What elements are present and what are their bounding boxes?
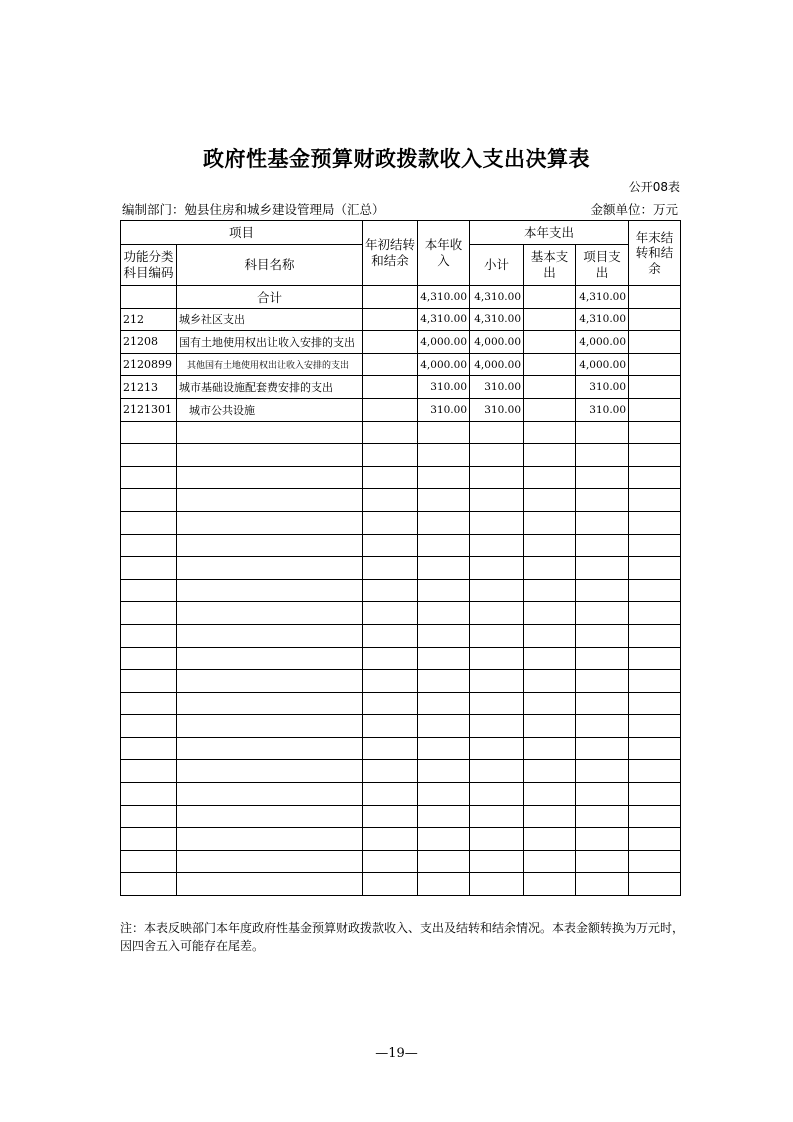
cell-name (177, 466, 363, 489)
cell-code (121, 444, 177, 467)
cell-income: 4,000.00 (418, 331, 470, 354)
cell-income (418, 783, 470, 806)
cell-subtotal (470, 828, 524, 851)
cell-income (418, 557, 470, 580)
cell-basic (524, 850, 576, 873)
cell-basic (524, 444, 576, 467)
cell-begin (363, 828, 418, 851)
cell-income (418, 737, 470, 760)
table-row (121, 579, 681, 602)
cell-name (177, 624, 363, 647)
cell-basic (524, 376, 576, 399)
cell-basic (524, 534, 576, 557)
page-title: 政府性基金预算财政拨款收入支出决算表 (203, 147, 590, 171)
cell-project: 4,310.00 (576, 286, 629, 309)
cell-project: 4,000.00 (576, 331, 629, 354)
cell-income (418, 579, 470, 602)
cell-end (629, 489, 681, 512)
cell-begin (363, 692, 418, 715)
cell-begin (363, 647, 418, 670)
cell-end (629, 692, 681, 715)
table-row (121, 737, 681, 760)
cell-begin (363, 286, 418, 309)
cell-begin (363, 737, 418, 760)
cell-name (177, 783, 363, 806)
table-row (121, 828, 681, 851)
cell-subtotal (470, 602, 524, 625)
cell-income: 4,000.00 (418, 353, 470, 376)
cell-name: 城乡社区支出 (177, 308, 363, 331)
table-row (121, 602, 681, 625)
cell-code (121, 466, 177, 489)
cell-code: 21213 (121, 376, 177, 399)
cell-project (576, 670, 629, 693)
cell-begin (363, 421, 418, 444)
cell-code (121, 421, 177, 444)
table-code: 公开08表 (628, 180, 680, 194)
cell-end (629, 308, 681, 331)
cell-basic (524, 466, 576, 489)
cell-begin (363, 398, 418, 421)
table-row (121, 850, 681, 873)
table-row (121, 670, 681, 693)
cell-name (177, 692, 363, 715)
cell-basic (524, 647, 576, 670)
cell-subtotal (470, 783, 524, 806)
cell-basic (524, 331, 576, 354)
cell-subtotal (470, 511, 524, 534)
cell-end (629, 737, 681, 760)
cell-project (576, 715, 629, 738)
cell-project (576, 828, 629, 851)
cell-income (418, 670, 470, 693)
cell-name (177, 760, 363, 783)
unit-label: 金额单位：万元 (590, 202, 678, 217)
cell-name (177, 647, 363, 670)
cell-basic (524, 737, 576, 760)
cell-subtotal (470, 579, 524, 602)
cell-code (121, 579, 177, 602)
table-row (121, 353, 681, 376)
cell-basic (524, 873, 576, 896)
cell-project (576, 850, 629, 873)
cell-code (121, 873, 177, 896)
cell-end (629, 331, 681, 354)
cell-name (177, 579, 363, 602)
cell-income (418, 647, 470, 670)
cell-code (121, 624, 177, 647)
cell-subtotal: 4,000.00 (470, 331, 524, 354)
cell-project (576, 421, 629, 444)
cell-basic (524, 511, 576, 534)
cell-income: 4,310.00 (418, 308, 470, 331)
header-project: 项目 (121, 221, 363, 245)
cell-name (177, 850, 363, 873)
table-row (121, 421, 681, 444)
cell-code: 21208 (121, 331, 177, 354)
cell-income (418, 760, 470, 783)
cell-code (121, 692, 177, 715)
cell-basic (524, 579, 576, 602)
table-row (121, 692, 681, 715)
cell-income (418, 873, 470, 896)
cell-end (629, 624, 681, 647)
header-func-code: 功能分类科目编码 (121, 245, 177, 286)
cell-project (576, 534, 629, 557)
cell-name (177, 828, 363, 851)
cell-name (177, 805, 363, 828)
table-row (121, 286, 681, 309)
cell-project: 4,310.00 (576, 308, 629, 331)
cell-begin (363, 850, 418, 873)
cell-basic (524, 353, 576, 376)
table-row (121, 760, 681, 783)
table-row (121, 444, 681, 467)
cell-name (177, 534, 363, 557)
table-row (121, 624, 681, 647)
cell-end (629, 805, 681, 828)
cell-subtotal (470, 715, 524, 738)
cell-name (177, 602, 363, 625)
cell-code (121, 670, 177, 693)
cell-name (177, 873, 363, 896)
cell-project (576, 783, 629, 806)
table-row (121, 783, 681, 806)
cell-basic (524, 602, 576, 625)
cell-code (121, 557, 177, 580)
table-row (121, 331, 681, 354)
table-row (121, 873, 681, 896)
cell-begin (363, 557, 418, 580)
cell-code (121, 828, 177, 851)
table-row (121, 805, 681, 828)
cell-project: 4,000.00 (576, 353, 629, 376)
header-subtotal: 小计 (470, 245, 524, 286)
cell-subtotal (470, 805, 524, 828)
cell-basic (524, 286, 576, 309)
cell-begin (363, 783, 418, 806)
cell-code (121, 783, 177, 806)
cell-code (121, 805, 177, 828)
cell-begin (363, 715, 418, 738)
cell-end (629, 557, 681, 580)
table-row (121, 398, 681, 421)
cell-begin (363, 466, 418, 489)
cell-project: 310.00 (576, 376, 629, 399)
cell-subtotal: 4,000.00 (470, 353, 524, 376)
cell-income: 310.00 (418, 376, 470, 399)
cell-basic (524, 624, 576, 647)
cell-subtotal (470, 873, 524, 896)
table-row (121, 534, 681, 557)
table-row (121, 376, 681, 399)
cell-project (576, 466, 629, 489)
cell-subtotal (470, 466, 524, 489)
cell-project (576, 873, 629, 896)
cell-income: 310.00 (418, 398, 470, 421)
cell-basic (524, 398, 576, 421)
cell-income (418, 421, 470, 444)
header-basic: 基本支出 (524, 245, 576, 286)
cell-begin (363, 670, 418, 693)
cell-begin (363, 534, 418, 557)
cell-name (177, 715, 363, 738)
cell-code (121, 602, 177, 625)
cell-end (629, 534, 681, 557)
cell-basic (524, 489, 576, 512)
cell-subtotal (470, 647, 524, 670)
cell-end (629, 670, 681, 693)
cell-subtotal (470, 760, 524, 783)
cell-end (629, 398, 681, 421)
table-row (121, 647, 681, 670)
cell-income (418, 602, 470, 625)
cell-code (121, 737, 177, 760)
cell-end (629, 873, 681, 896)
cell-end (629, 376, 681, 399)
cell-project (576, 647, 629, 670)
cell-project (576, 737, 629, 760)
cell-code (121, 286, 177, 309)
cell-begin (363, 376, 418, 399)
cell-begin (363, 331, 418, 354)
cell-project: 310.00 (576, 398, 629, 421)
cell-subtotal: 310.00 (470, 376, 524, 399)
cell-subtotal (470, 557, 524, 580)
table-row (121, 489, 681, 512)
cell-basic (524, 670, 576, 693)
cell-name (177, 489, 363, 512)
page-number: —19— (375, 1046, 418, 1061)
cell-project (576, 624, 629, 647)
cell-subtotal: 4,310.00 (470, 286, 524, 309)
cell-end (629, 286, 681, 309)
cell-basic (524, 557, 576, 580)
cell-project (576, 602, 629, 625)
cell-project (576, 579, 629, 602)
cell-basic (524, 715, 576, 738)
cell-code (121, 760, 177, 783)
cell-project (576, 692, 629, 715)
cell-name (177, 557, 363, 580)
cell-project (576, 511, 629, 534)
cell-begin (363, 760, 418, 783)
cell-code (121, 511, 177, 534)
cell-begin (363, 602, 418, 625)
cell-project (576, 760, 629, 783)
cell-name: 其他国有土地使用权出让收入安排的支出 (177, 353, 363, 376)
cell-subtotal (470, 489, 524, 512)
cell-project (576, 444, 629, 467)
cell-subtotal (470, 692, 524, 715)
cell-income (418, 534, 470, 557)
cell-basic (524, 805, 576, 828)
cell-income (418, 511, 470, 534)
cell-code (121, 647, 177, 670)
cell-begin (363, 353, 418, 376)
cell-name (177, 511, 363, 534)
cell-income (418, 805, 470, 828)
cell-code (121, 534, 177, 557)
cell-name (177, 421, 363, 444)
cell-income (418, 692, 470, 715)
header-project-exp: 项目支出 (576, 245, 629, 286)
header-subject-name: 科目名称 (177, 245, 363, 286)
cell-begin (363, 624, 418, 647)
cell-end (629, 647, 681, 670)
cell-subtotal (470, 534, 524, 557)
table-row (121, 511, 681, 534)
cell-project (576, 557, 629, 580)
cell-basic (524, 828, 576, 851)
cell-code (121, 489, 177, 512)
table-row (121, 557, 681, 580)
budget-table (120, 220, 681, 896)
cell-begin (363, 579, 418, 602)
cell-end (629, 602, 681, 625)
cell-name: 城市基础设施配套费安排的支出 (177, 376, 363, 399)
cell-name (177, 444, 363, 467)
cell-begin (363, 489, 418, 512)
cell-subtotal (470, 670, 524, 693)
cell-end (629, 579, 681, 602)
table-row (121, 715, 681, 738)
cell-name: 国有土地使用权出让收入安排的支出 (177, 331, 363, 354)
header-expense: 本年支出 (470, 221, 629, 245)
cell-name (177, 737, 363, 760)
cell-income (418, 624, 470, 647)
table-row (121, 308, 681, 331)
cell-code (121, 850, 177, 873)
cell-end (629, 828, 681, 851)
cell-end (629, 421, 681, 444)
cell-income (418, 828, 470, 851)
cell-basic (524, 692, 576, 715)
cell-project (576, 489, 629, 512)
cell-end (629, 511, 681, 534)
cell-end (629, 444, 681, 467)
cell-begin (363, 805, 418, 828)
header-end-balance: 年末结转和结余 (629, 221, 681, 286)
cell-project (576, 805, 629, 828)
cell-subtotal (470, 421, 524, 444)
cell-code: 2121301 (121, 398, 177, 421)
cell-begin (363, 511, 418, 534)
header-begin-balance: 年初结转和结余 (363, 221, 418, 286)
cell-income (418, 715, 470, 738)
cell-name (177, 670, 363, 693)
cell-subtotal (470, 850, 524, 873)
cell-end (629, 760, 681, 783)
cell-end (629, 466, 681, 489)
cell-income (418, 489, 470, 512)
table-row (121, 466, 681, 489)
cell-income (418, 850, 470, 873)
cell-code: 212 (121, 308, 177, 331)
cell-basic (524, 421, 576, 444)
cell-subtotal (470, 444, 524, 467)
cell-basic (524, 308, 576, 331)
cell-subtotal (470, 624, 524, 647)
cell-begin (363, 873, 418, 896)
cell-name: 城市公共设施 (177, 398, 363, 421)
cell-end (629, 783, 681, 806)
cell-subtotal: 4,310.00 (470, 308, 524, 331)
department-label: 编制部门：勉县住房和城乡建设管理局（汇总） (122, 202, 385, 217)
cell-begin (363, 308, 418, 331)
cell-name: 合计 (177, 286, 363, 309)
cell-code (121, 715, 177, 738)
header-income: 本年收入 (418, 221, 470, 286)
cell-income: 4,310.00 (418, 286, 470, 309)
cell-end (629, 715, 681, 738)
cell-income (418, 444, 470, 467)
cell-subtotal (470, 737, 524, 760)
cell-income (418, 466, 470, 489)
cell-end (629, 353, 681, 376)
cell-subtotal: 310.00 (470, 398, 524, 421)
footnote: 注：本表反映部门本年度政府性基金预算财政拨款收入、支出及结转和结余情况。本表金额转换为万元时，因四舍五入可能存在尾差。 (120, 921, 685, 953)
cell-basic (524, 783, 576, 806)
cell-end (629, 850, 681, 873)
cell-code: 2120899 (121, 353, 177, 376)
cell-begin (363, 444, 418, 467)
cell-basic (524, 760, 576, 783)
